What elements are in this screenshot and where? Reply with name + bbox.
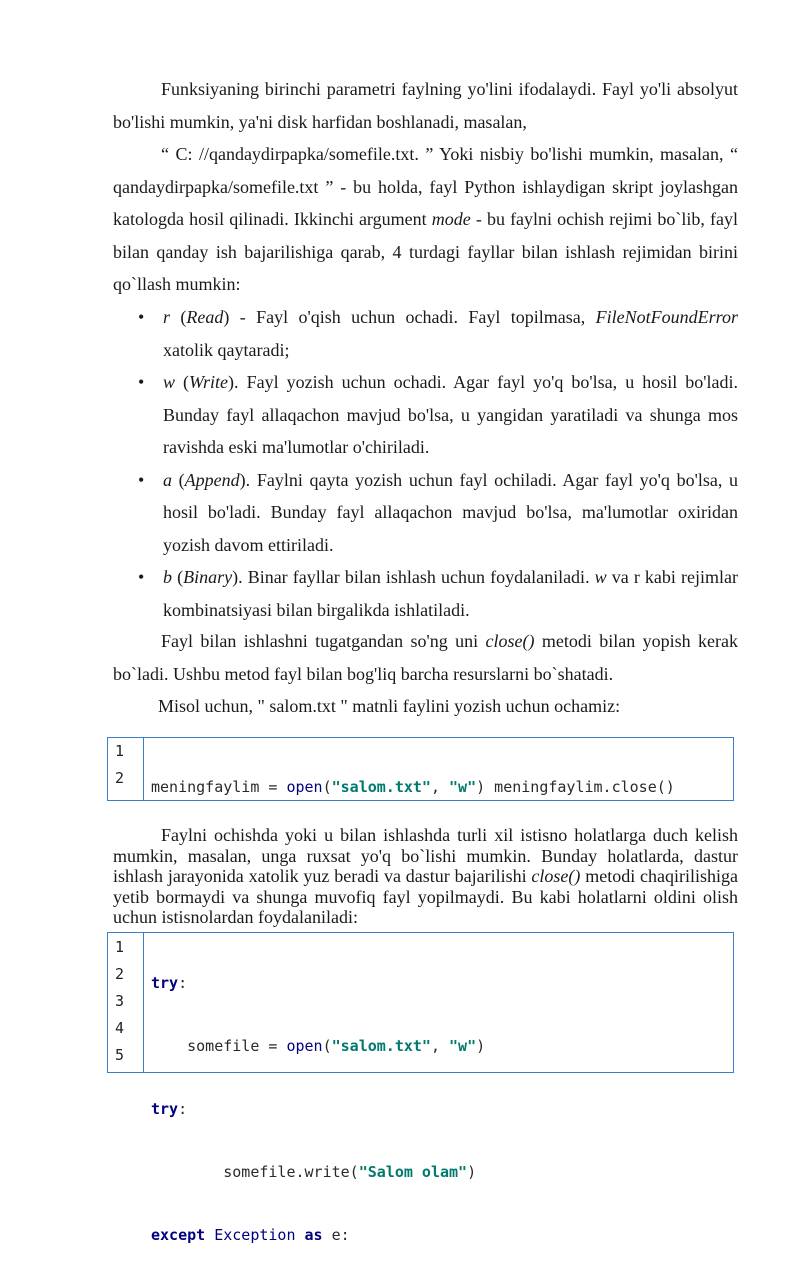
mode-term: mode (431, 209, 471, 229)
code-token: = (259, 1037, 287, 1055)
paragraph-text: Misol uchun, " salom.txt " matnli faylini yozish uchun ochamiz: (158, 696, 621, 716)
code-line (151, 1096, 733, 1123)
list-item (113, 561, 738, 626)
mode-name: Write (189, 372, 229, 392)
paren: ) (228, 372, 235, 392)
code-line (151, 1033, 733, 1060)
code-token: meningfaylim.close() (485, 778, 675, 796)
bullet-icon: • (138, 307, 145, 327)
paragraph-file-path (113, 73, 738, 138)
code-token: try (151, 974, 179, 992)
code-token: "salom.txt" (331, 1037, 431, 1055)
code-token (151, 1163, 223, 1181)
paren: ( (172, 469, 185, 490)
mode-name: Read (186, 307, 224, 327)
code-token: , (430, 778, 450, 796)
code-token: e: (322, 1226, 350, 1244)
line-number: 1 (115, 742, 125, 760)
code-token: "Salom olam" (358, 1163, 468, 1181)
code-token: , (430, 1037, 450, 1055)
code-line (151, 774, 733, 801)
code-token: : (178, 974, 188, 992)
code-token: "w" (449, 1037, 477, 1055)
bullet-icon: • (138, 469, 145, 490)
code-token: ) (467, 1163, 477, 1181)
close-method: close() (485, 631, 535, 651)
code-line (151, 970, 733, 997)
line-number: 2 (115, 965, 125, 983)
paren: ) (232, 567, 239, 587)
code-token: Exception (205, 1226, 305, 1244)
mode-key: b (163, 567, 172, 587)
code-token: "w" (449, 778, 477, 796)
paren: ( (172, 567, 184, 587)
list-item (113, 464, 738, 562)
paragraph-text: metodi bilan yopish kerak bo`ladi. Ushbu metod fayl bilan bog'liq barcha resurslarni bo`shatadi. (113, 631, 738, 684)
error-name: FileNotFoundError (595, 307, 739, 327)
code-token: as (304, 1226, 323, 1244)
code-token: try (151, 1100, 179, 1118)
mode-key: r (163, 307, 171, 327)
code-block-open (107, 737, 734, 801)
paragraph-text: Funksiyaning birinchi parametri faylning yo'lini ifodalaydi. Fayl yo'li absolyut bo'lishi mumkin, ya'ni disk harfidan boshlanadi, masalan, (113, 79, 738, 132)
list-item-text: - Fayl o'qish uchun ochadi. Fayl topilmasa, (229, 307, 596, 327)
mode-list (113, 301, 738, 626)
paren: ) (223, 307, 230, 327)
close-method: close() (531, 866, 581, 886)
code-content (144, 933, 733, 1244)
paragraph-text: “ C: //qandaydirpapka/somefile.txt. ” Yoki nisbiy bo'lishi mumkin, masalan, “ qandaydirpapka/somefile.txt ” - bu holda, fayl Python ishlaydigan skript joylashgan katologda hosil qilinadi. Ikkinchi argument (113, 144, 738, 229)
paren: ) (239, 469, 246, 490)
code-token: ( (322, 1037, 332, 1055)
paren: ( (170, 307, 187, 327)
line-number-gutter (108, 738, 144, 800)
paragraph-text: - bu faylni ochish rejimi bo`lib, fayl bilan qanday ish bajarilishiga qarab, 4 turdagi fayllar bilan ishlash rejimidan birini qo`llash mumkin: (113, 209, 738, 294)
code-token: somefile.write( (223, 1163, 359, 1181)
bullet-icon: • (138, 567, 145, 587)
line-number: 5 (115, 1046, 125, 1064)
mode-key: a (163, 469, 172, 490)
paragraph-mode-argument (113, 138, 738, 301)
paren: ( (175, 372, 190, 392)
code-token: : (178, 1100, 188, 1118)
list-item (113, 366, 738, 464)
paragraph-close-method (113, 625, 738, 690)
code-token: = (259, 778, 287, 796)
line-number-gutter (108, 933, 144, 1072)
paragraph-text: Faylni ochishda yoki u bilan ishlashda turli xil istisno holatlarga duch kelish mumkin, masalan, unga ruxsat yo'q bo`lishi mumkin. Bunday holatlarda, dastur ishlash jarayonida xatolik yuz beradi va dastur bajarilishi (113, 825, 738, 886)
mode-key: w (163, 372, 176, 392)
code-token: open (286, 778, 323, 796)
bullet-icon: • (138, 372, 145, 392)
paragraph-example-intro (113, 690, 738, 723)
code-token: except (151, 1226, 206, 1244)
code-line (151, 1159, 733, 1186)
paragraph-exceptions (113, 825, 738, 928)
paragraph-text: Fayl bilan ishlashni tugatgandan so'ng uni (161, 631, 486, 651)
code-content (144, 738, 733, 800)
list-item-text: xatolik qaytaradi; (163, 339, 290, 360)
line-number: 3 (115, 992, 125, 1010)
code-token (151, 1037, 187, 1055)
mode-key: w (594, 567, 607, 587)
code-token: "salom.txt" (331, 778, 431, 796)
code-token: ) (476, 778, 486, 796)
code-token: meningfaylim (151, 778, 260, 796)
code-token: ) (476, 1037, 486, 1055)
line-number: 1 (115, 938, 125, 956)
line-number: 2 (115, 769, 125, 787)
list-item-text: . Faylni qayta yozish uchun fayl ochiladi. Agar fayl yo'q bo'lsa, u hosil bo'ladi. Bunday fayl allaqachon mavjud bo'lsa, ma'lumotlar oxiridan yozish davom ettiriladi. (163, 469, 738, 555)
list-item (113, 301, 738, 366)
paragraph-text: metodi chaqirilishiga yetib bormaydi va shunga muvofiq fayl yopilmaydi. Bu kabi holatlarni oldini olish uchun istisnolardan foydalaniladi: (113, 866, 738, 927)
list-item-text: . Binar fayllar bilan ishlash uchun foydalaniladi. (238, 567, 595, 587)
code-token: ( (322, 778, 332, 796)
list-item-text: va r kabi rejimlar kombinatsiyasi bilan birgalikda ishlatiladi. (163, 567, 738, 620)
code-token: somefile (187, 1037, 260, 1055)
mode-name: Binary (183, 567, 233, 587)
mode-name: Append (184, 469, 240, 490)
code-block-try (107, 932, 734, 1244)
line-number: 4 (115, 1019, 125, 1037)
code-line (151, 1222, 733, 1249)
code-token: open (286, 1037, 323, 1055)
list-item-text: . Fayl yozish uchun ochadi. Agar fayl yo'q bo'lsa, u hosil bo'ladi. Bunday fayl allaqachon mavjud bo'lsa, u yangidan yaratiladi va shunga mos ravishda eski ma'lumotlar o'chiriladi. (163, 372, 738, 457)
